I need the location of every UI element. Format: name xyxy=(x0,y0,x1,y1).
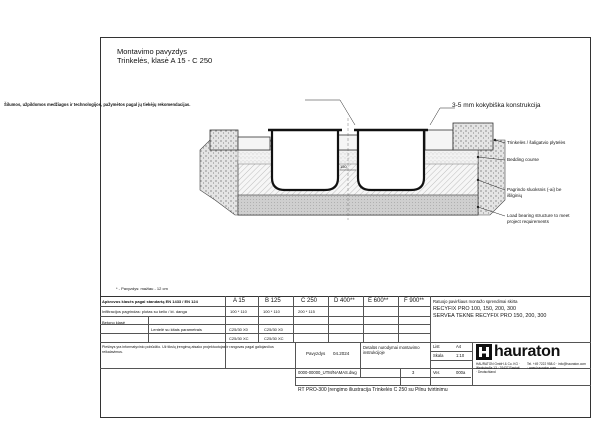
field-scale-label: Skala xyxy=(433,353,444,358)
class-f900: F 900** xyxy=(404,298,425,304)
row3-val-b: C25/30 X0 xyxy=(264,327,283,332)
leader-top xyxy=(305,100,355,125)
approval-label: Pavyzdys xyxy=(306,351,326,356)
spec-header: Apkrovos klasės pagal standartą EN 1433 / EN 124 xyxy=(102,299,198,304)
paving-right xyxy=(453,123,493,150)
approval-date: 04.2024 xyxy=(333,351,350,356)
row1-val-c: 200 * 115 xyxy=(298,309,315,314)
brand-name: hauraton xyxy=(494,343,561,360)
paving-left xyxy=(210,130,238,150)
paving-right-block xyxy=(425,130,453,150)
field-scale-value: 1:10 xyxy=(456,353,465,358)
legal-text: Piešinys yra informatyvinio pobūdžio. Už tikslų įrengimą atsako projektuotojas ir rangovas pagal galiojančius reikalavimus. xyxy=(102,345,274,354)
class-c250: C 250 xyxy=(301,298,318,304)
row1-label: Infiltracijos pagrindas: plotas su kelio / kt. danga xyxy=(102,309,187,314)
row3-label: Lentelė su kitais parametrais xyxy=(151,327,202,332)
footnote: * - Pavyzdys: mažiau - 12 cm xyxy=(116,286,168,291)
field-version-label: Ver. xyxy=(433,370,441,375)
callout-concrete: Pagrindo sluoksnis (-ai) be išilginių xyxy=(507,187,562,198)
drawing-description: RT PRO-300 Įrengimo iliustracija Trinkelės C 250 su Pilnu tvirtinimu xyxy=(298,387,448,393)
top-note: Šilumos, užpildomos medžiagos ir technologijos, pažymėtos pagal jų tiekėjų rekomendacijas. xyxy=(4,102,191,107)
paving-middle xyxy=(338,135,358,150)
row4-val-a: C25/30 XC xyxy=(229,336,249,341)
paving-left-block xyxy=(238,137,270,150)
product-line2: SERVEA TEKNE RECYFIX PRO 150, 200, 300 xyxy=(433,313,547,319)
drainage-channel-1 xyxy=(272,130,338,190)
hauraton-logo-icon xyxy=(476,344,492,360)
sub-base xyxy=(238,195,478,215)
drainage-channel-2 xyxy=(358,130,424,190)
company-address: HAURATON GmbH & Co. KG · Werkstraße 13 · 76437 Rastatt · Deutschland xyxy=(476,362,520,374)
dimension-label: 150 xyxy=(340,164,347,169)
sheet-number: 3 xyxy=(412,370,415,375)
drawing-subtitle: Trinkelės, klasė A 15 - C 250 xyxy=(117,56,213,65)
product-header: Ratuojo paviršiaus montažo sprendimai skirta xyxy=(433,299,518,304)
row4-val-b: C25/30 XC xyxy=(264,336,284,341)
row3-val-a: C25/30 X0 xyxy=(229,327,248,332)
class-d400: D 400** xyxy=(334,298,355,304)
field-version-value: 000a xyxy=(456,370,466,375)
field-list-value: A4 xyxy=(456,344,462,349)
callout-paving: Trinkelės / šaligatvio plytelės xyxy=(507,140,566,145)
company-contact: Tel. +49 7222 958-0 · info@hauraton.com · www.hauraton.com xyxy=(527,362,586,370)
callout-bedding: Bedding course xyxy=(507,157,539,162)
class-e600: E 600** xyxy=(368,298,389,304)
file-ref: 0000-00000_UTM/NAMAS.dwg xyxy=(298,370,357,375)
field-list-label: List xyxy=(433,344,440,349)
note-box: Detalūs nurodymai montavimo instrukcijoje xyxy=(363,345,420,355)
construction-label: 3-5 mm kokybiška konstrukcija xyxy=(452,102,541,109)
class-a15: A 15 xyxy=(233,298,246,304)
row1-val-a: 100 * 110 xyxy=(230,309,247,314)
leader-construction xyxy=(430,108,455,125)
product-line1: RECYFIX PRO 100, 150, 200, 300 xyxy=(433,306,517,312)
drawing-title: Montavimo pavyzdys xyxy=(117,47,188,56)
row2-label: Betono klasė xyxy=(102,320,126,325)
class-b125: B 125 xyxy=(265,298,281,304)
callout-load: Load bearing structure to meet project requirements xyxy=(507,213,570,224)
row1-val-b: 100 * 110 xyxy=(263,309,280,314)
